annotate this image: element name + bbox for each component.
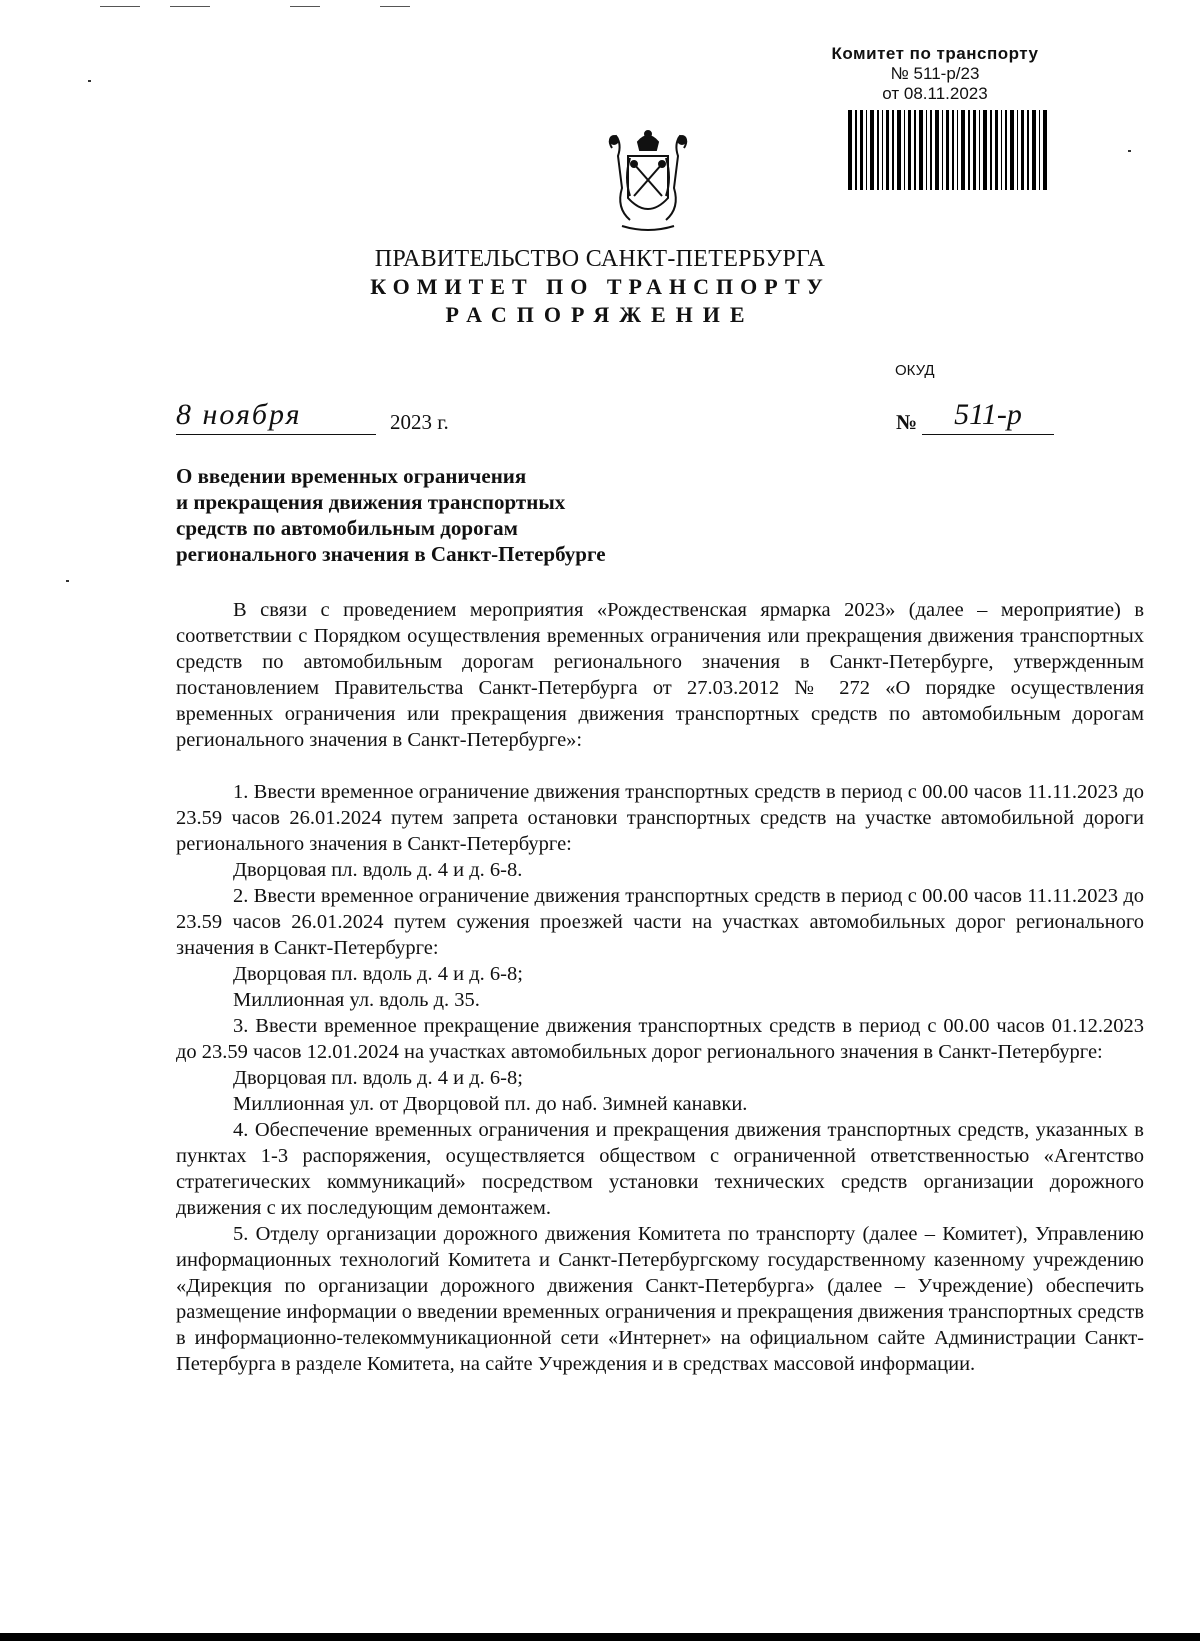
scan-artifact (88, 80, 91, 82)
item-2-paragraph: 2. Ввести временное ограничение движения транспортных средств в период с 00.00 часов 11.11.2023 до 23.59 часов 26.01.2024 путем сужения проезжей части на участках автомобильных дорог регионального значения в Санкт-Петербурге: (176, 885, 1144, 959)
st-petersburg-coat-of-arms-icon (600, 128, 696, 234)
stamp-organization: Комитет по транспорту (831, 44, 1039, 63)
preamble-paragraph: В связи с проведением мероприятия «Рождественская ярмарка 2023» (далее – мероприятие) в соответствии с Порядком осуществления временных ограничения или прекращения движения транспортных средств по автомобильным дорогам регионального значения в Санкт-Петербурге, утвержденным постановлением Правительства Санкт-Петербурга от 27.03.2012 № 272 «О порядке осуществления временных ограничения или прекращения движения транспортных средств по автомобильным дорогам регионального значения в Санкт-Петербурге»: (176, 599, 1144, 751)
title-line: регионального значения в Санкт-Петербурге (176, 542, 606, 566)
title-line: О введении временных ограничения (176, 464, 527, 488)
scan-artifact (380, 6, 410, 7)
document-type-heading: РАСПОРЯЖЕНИЕ (445, 302, 755, 327)
stamp-number: № 511-р/23 (890, 64, 980, 83)
item-3-location: Дворцовая пл. вдоль д. 4 и д. 6-8; (233, 1067, 523, 1089)
item-2-location: Дворцовая пл. вдоль д. 4 и д. 6-8; (233, 963, 523, 985)
item-2-location: Миллионная ул. вдоль д. 35. (233, 989, 480, 1011)
scan-artifact (66, 580, 69, 582)
item-5-paragraph: 5. Отделу организации дорожного движения Комитета по транспорту (далее – Комитет), Управлению информационных технологий Комитета и Санкт-Петербургскому государственному казенному учреждению «Дирекция по организации дорожного движения Санкт-Петербурга» (далее – Учреждение) обеспечить размещение информации о введении временных ограничения и прекращения движения транспортных средств в информационно-телекоммуникационной сети «Интернет» на официальном сайте Администрации Санкт-Петербурга в разделе Комитета, на сайте Учреждения и в средствах массовой информации. (176, 1223, 1144, 1375)
item-1-location: Дворцовая пл. вдоль д. 4 и д. 6-8. (233, 859, 523, 881)
number-sign: № (896, 410, 918, 434)
item-3-paragraph: 3. Ввести временное прекращение движения транспортных средств в период с 00.00 часов 01.12.2023 до 23.59 часов 12.01.2024 на участках автомобильных дорог регионального значения в Санкт-Петербурге: (176, 1015, 1144, 1063)
title-line: средств по автомобильным дорогам (176, 516, 518, 540)
item-4-paragraph: 4. Обеспечение временных ограничения и прекращения движения транспортных средств, указанных в пунктах 1-3 распоряжения, осуществляется обществом с ограниченной ответственностью «Агентство стратегических коммуникаций» посредством установки технических средств организации дорожного движения с их последующим демонтажем. (176, 1119, 1144, 1219)
scan-artifact (100, 6, 140, 7)
item-1-paragraph: 1. Ввести временное ограничение движения транспортных средств в период с 00.00 часов 11.11.2023 до 23.59 часов 26.01.2024 путем запрета остановки транспортных средств на участке автомобильной дороги регионального значения в Санкт-Петербурге: (176, 781, 1144, 855)
barcode-icon (848, 110, 1048, 190)
document-body (176, 597, 1144, 1377)
document-title (176, 463, 606, 567)
item-3-location: Миллионная ул. от Дворцовой пл. до наб. Зимней канавки. (233, 1093, 748, 1115)
registration-stamp (810, 44, 1060, 104)
stamp-date: от 08.11.2023 (882, 84, 988, 103)
okud-label: ОКУД (895, 362, 935, 379)
handwritten-number: 511-р (922, 398, 1054, 435)
date-year: 2023 г. (390, 410, 449, 434)
scan-artifact (170, 6, 210, 7)
government-heading: ПРАВИТЕЛЬСТВО САНКТ-ПЕТЕРБУРГА (374, 246, 826, 272)
scan-artifact (290, 6, 320, 7)
committee-heading: КОМИТЕТ ПО ТРАНСПОРТУ (370, 274, 830, 299)
handwritten-date: 8 ноября (176, 398, 376, 435)
title-line: и прекращения движения транспортных (176, 490, 566, 514)
scan-bottom-edge (0, 1633, 1200, 1641)
scan-artifact (1128, 150, 1131, 152)
